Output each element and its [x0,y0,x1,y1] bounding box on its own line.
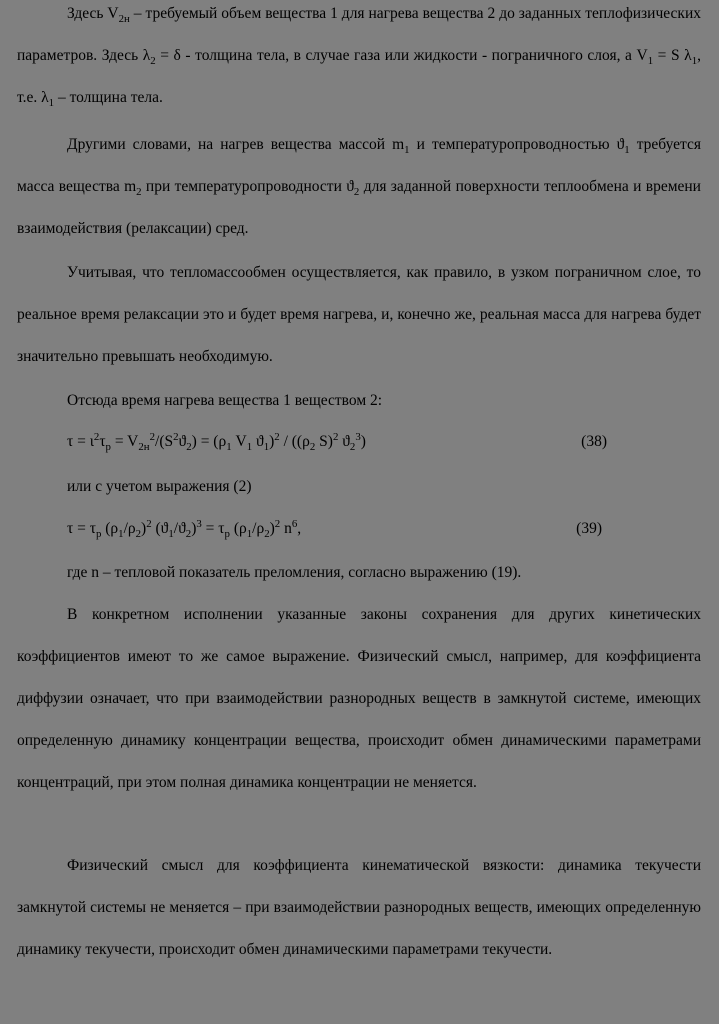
equation-38-number: (38) [581,433,607,450]
text: – толщина тела. [54,89,163,106]
paragraph-6: где n – тепловой показатель преломления, согласно выражению (19). [67,564,522,581]
subscript: 1 [691,55,698,68]
paragraph-7: В конкретном исполнении указанные законы сохранения для других кинетических коэффициентов имеют то же самое выражение. Физический смысл, например, для коэффициента диффузии означает, что при взаимодействии разнородных веществ в замкнутой системе, имеющих определенную динамику концентрации вещества, происходит обмен динамическими параметрами концентраций, при этом полная динамика концентрации не меняется. [17,606,701,791]
subscript: 2 [136,186,142,199]
text: при температуропроводности ϑ [141,178,354,195]
text: для заданной поверхности теплообмена и времени взаимодействия (релаксации) сред. [17,178,701,237]
paragraph-5: или с учетом выражения (2) [67,478,252,495]
subscript: 2 [150,55,156,68]
paragraph-3: Учитывая, что тепломассообмен осуществляется, как правило, в узком пограничном слое, то реальное время релаксации это и будет время нагрева, и, конечно же, реальная масса для нагрева будет значительно превышать необходимую. [17,264,701,365]
text: , т.е. λ [17,47,701,106]
text: Здесь V [67,5,119,22]
subscript: 2 [353,186,360,199]
subscript: 2н [118,13,130,26]
text: – требуемый объем вещества 1 для нагрева вещества 2 до заданных теплофизических параметров. Здесь λ [17,5,701,64]
text: требуется масса вещества m [17,136,701,195]
subscript: 1 [647,55,654,68]
equation-39-formula: $\tau = \tau_p$ $(\rho_1/\rho_2)^2$ $(ϑ_1/ϑ_2)^3 = \tau_p$ $(\rho_1/\rho_2)^2$ $n^6$, [67,517,302,541]
subscript: 1 [404,144,410,157]
text: = δ - толщина тела, в случае газа или жидкости - пограничного слоя, а V [155,47,648,64]
text: Другими словами, на нагрев вещества массой m [67,136,405,153]
paragraph-4: Отсюда время нагрева вещества 1 веществом 2: [67,392,383,409]
subscript: 1 [48,97,55,110]
text: = S λ [653,47,692,64]
equation-38-formula: $\tau = \iota^2\tau_p = V_{2н}^2/(S^2ϑ_2) = (\rho_1$ $V_1$ $ϑ_1)^2 / ((\rho_2$ S)$^2$ $ϑ_2^3$) [67,430,366,454]
text: и температуропроводностью ϑ [409,136,625,153]
paragraph-8: Физический смысл для коэффициента кинематической вязкости: динамика текучести замкнутой системы не меняется – при взаимодействии разнородных веществ, имеющих определенную динамику текучести, происходит обмен динамическими параметрами текучести. [17,857,701,958]
equation-39-number: (39) [576,520,602,537]
paragraph-1 [17,0,701,119]
subscript: 1 [624,144,630,157]
equation-38 [67,422,607,462]
paragraph-2 [17,124,701,250]
equation-39 [67,509,602,549]
